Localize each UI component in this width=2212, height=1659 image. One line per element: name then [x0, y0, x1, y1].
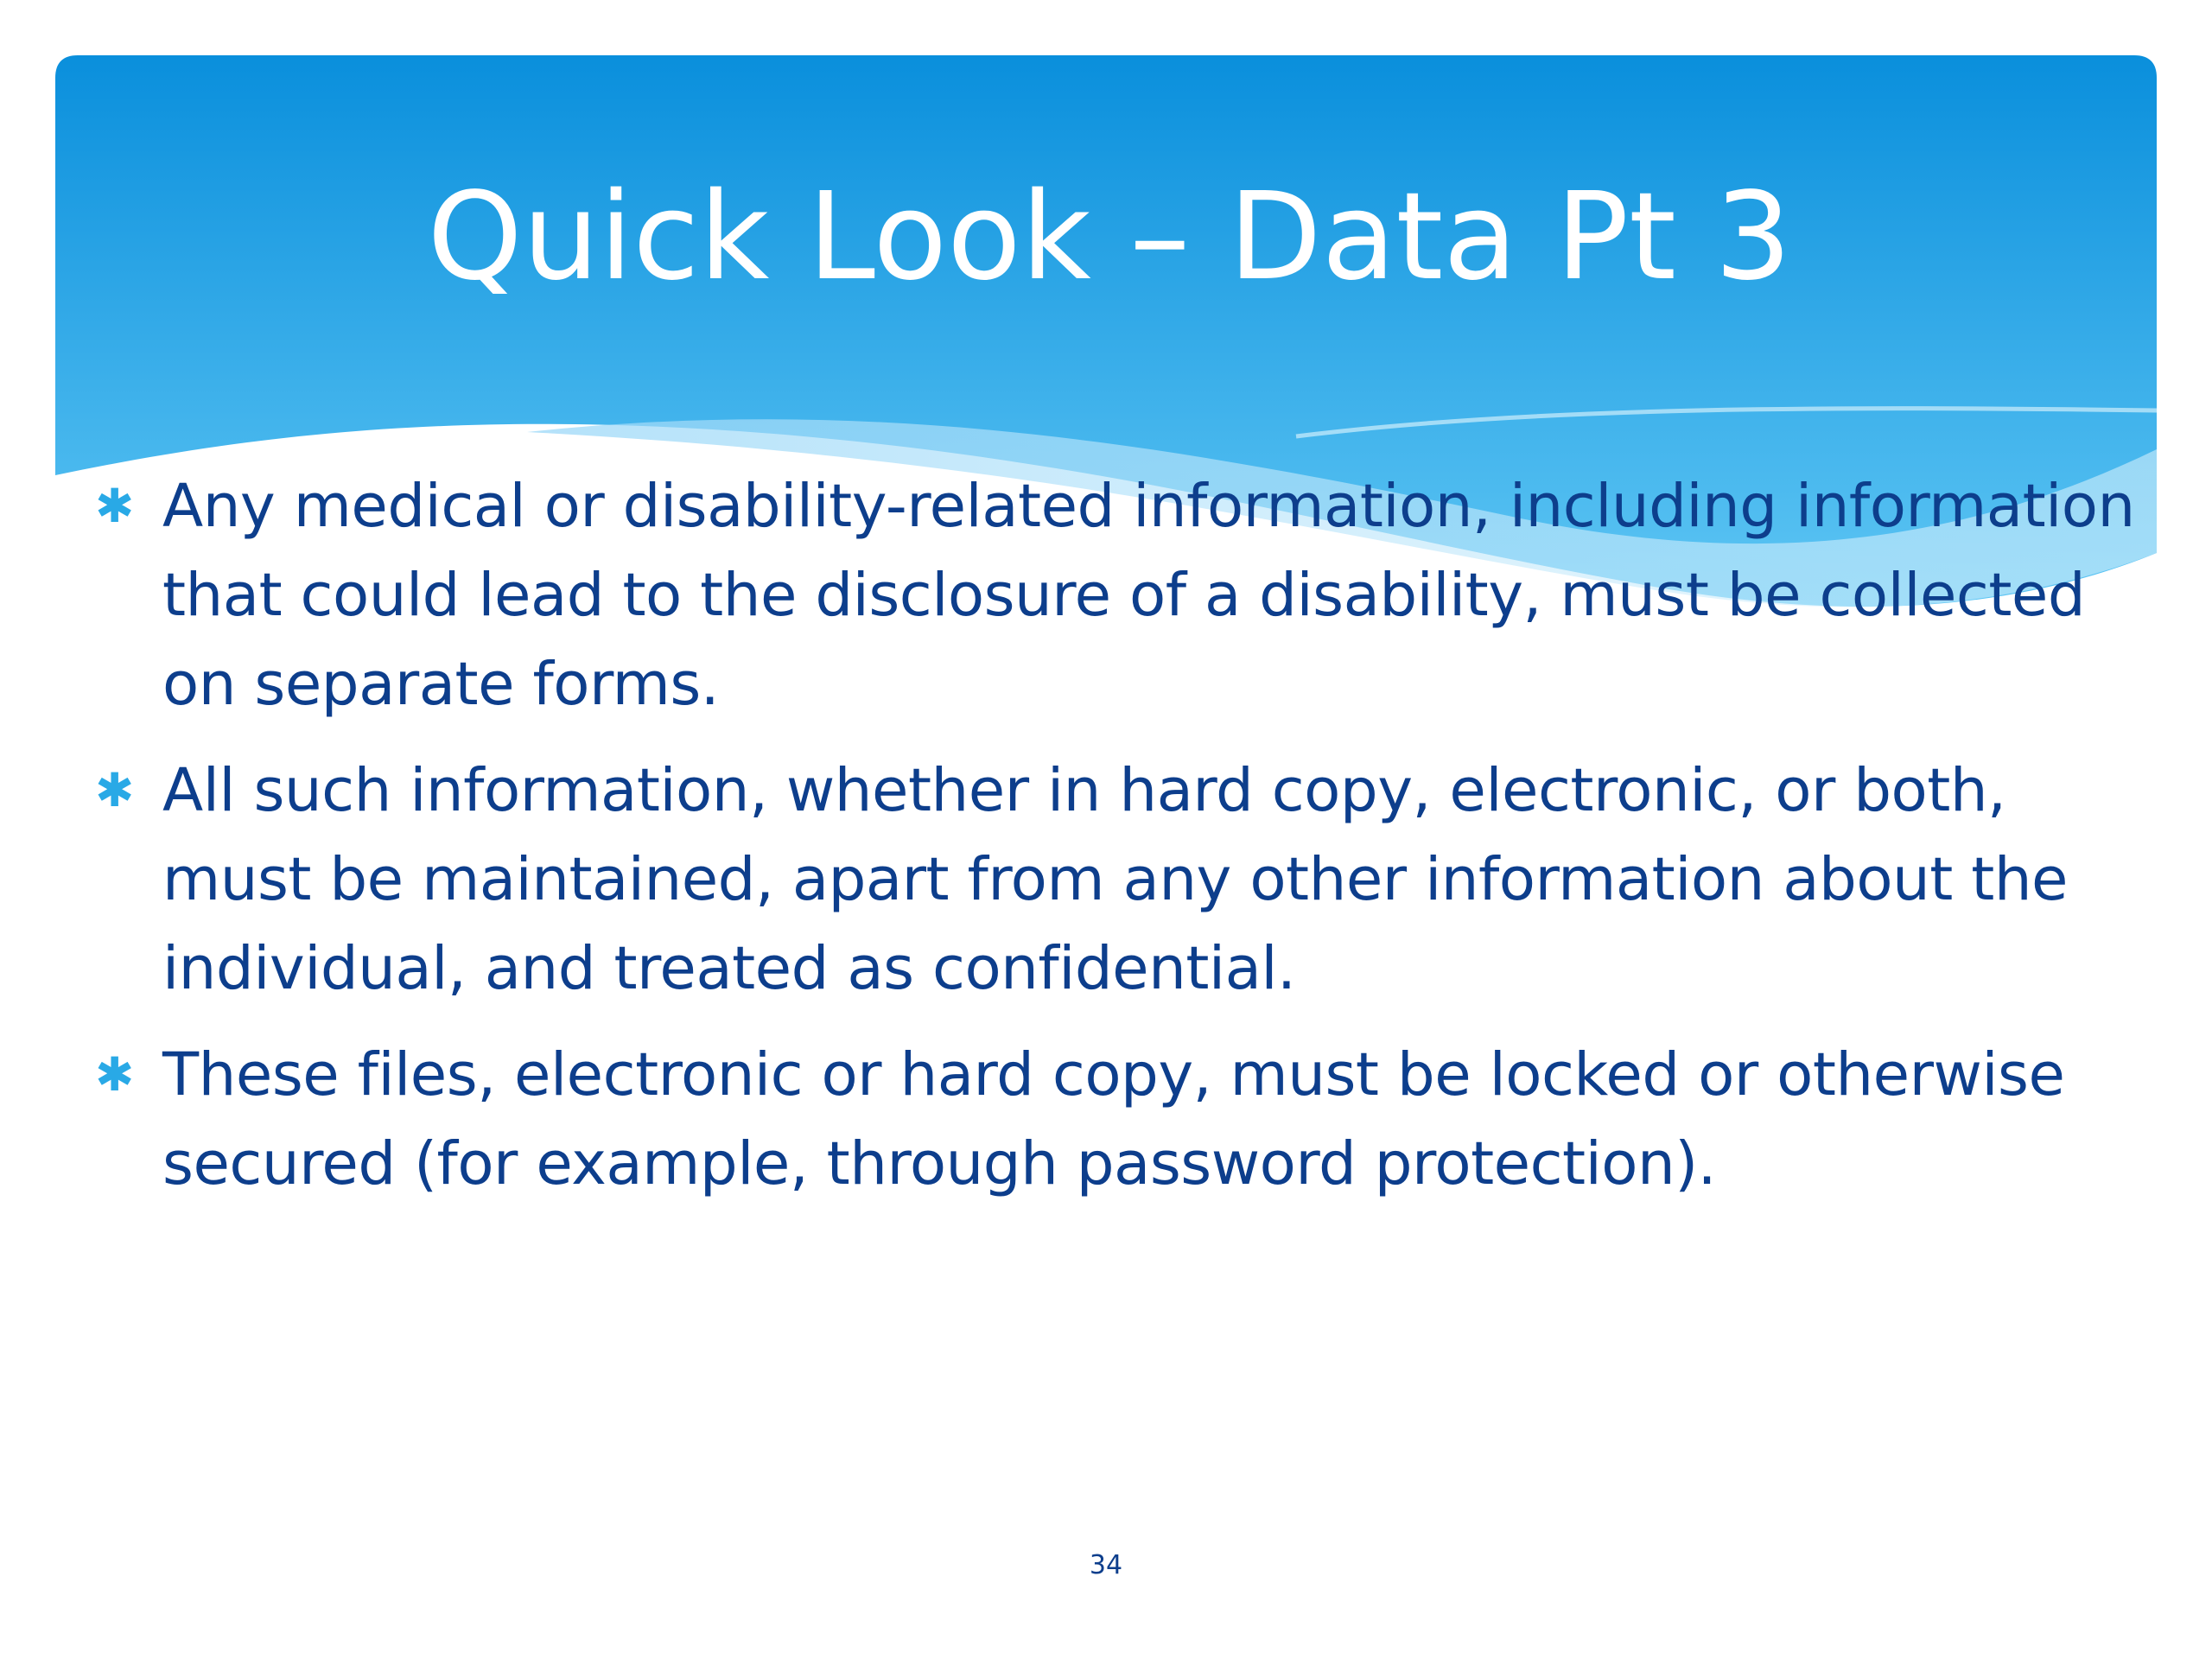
bullet-text: All such information, whether in hard copy, electronic, or both, must be maintained, apart from any other information about the individual, and treated as confidential. — [162, 756, 2068, 1003]
bullet-list — [95, 462, 2169, 1226]
bullet-item — [95, 747, 2169, 1014]
page-number: 34 — [1089, 1550, 1123, 1580]
bullet-text: Any medical or disability-related information, including information that could lead to the disclosure of a disability, must be collected on separate forms. — [162, 472, 2135, 719]
slide-title: Quick Look – Data Pt 3 — [427, 167, 1792, 308]
asterisk-bullet-icon: ✱ — [95, 479, 134, 533]
bullet-item — [95, 462, 2169, 729]
asterisk-bullet-icon: ✱ — [95, 763, 134, 817]
bullet-text: These files, electronic or hard copy, must be locked or otherwise secured (for example, through password protection). — [162, 1040, 2065, 1198]
asterisk-bullet-icon: ✱ — [95, 1047, 134, 1102]
bullet-item — [95, 1031, 2169, 1209]
